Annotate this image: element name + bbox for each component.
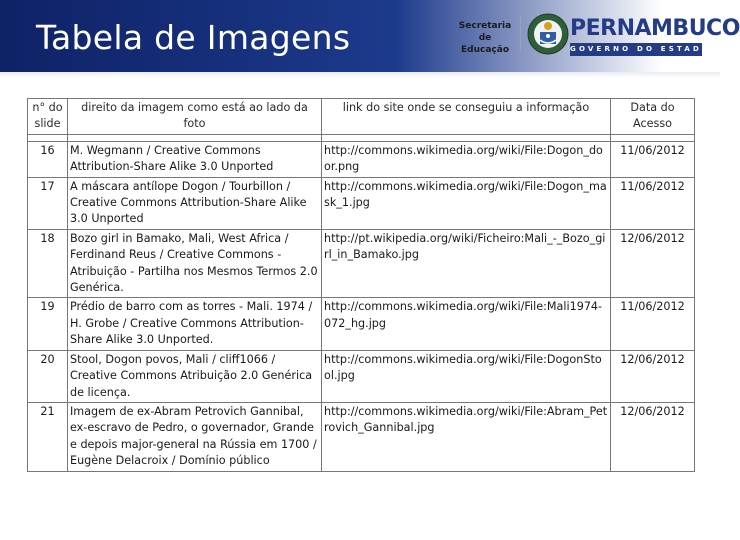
header-image-rights: direito da imagem como está ao lado da foto (68, 99, 322, 135)
access-date: 11/06/2012 (611, 298, 695, 350)
source-link: http://commons.wikimedia.org/wiki/File:Dogon_door.png (322, 141, 611, 177)
slide-number: 20 (28, 350, 68, 402)
image-rights: Prédio de barro com as torres - Mali. 1974 / H. Grobe / Creative Commons Attribution-Share Alike 3.0 Unported. (68, 298, 322, 350)
slide-number: 18 (28, 229, 68, 298)
secretaria-logo-text (452, 20, 518, 56)
image-rights: Stool, Dogon povos, Mali / cliff1066 / Creative Commons Atribuição 2.0 Genérica de licença. (68, 350, 322, 402)
state-name: PERNAMBUCO (570, 16, 740, 41)
access-date: 12/06/2012 (611, 402, 695, 471)
access-date: 12/06/2012 (611, 350, 695, 402)
table-row (28, 350, 695, 402)
header-shadow (0, 72, 720, 78)
image-credits-table (27, 98, 695, 472)
slide-number: 21 (28, 402, 68, 471)
table-row (28, 229, 695, 298)
source-link: http://commons.wikimedia.org/wiki/File:Mali1974-072_hg.jpg (322, 298, 611, 350)
source-link: http://commons.wikimedia.org/wiki/File:Dogon_mask_1.jpg (322, 177, 611, 229)
image-rights: M. Wegmann / Creative Commons Attribution-Share Alike 3.0 Unported (68, 141, 322, 177)
spacer-row (28, 134, 695, 141)
access-date: 11/06/2012 (611, 141, 695, 177)
state-seal-icon (526, 12, 570, 56)
logo-divider (520, 16, 521, 52)
slide-number: 17 (28, 177, 68, 229)
state-subtitle: GOVERNO DO ESTADO (570, 43, 702, 56)
slide-header (0, 0, 740, 72)
secretaria-line2: Educação (461, 45, 509, 55)
image-rights: Imagem de ex-Abram Petrovich Gannibal, ex-escravo de Pedro, o governador, Grande e depois major-general na Rússia em 1700 / Eugène Delacroix / Domínio público (68, 402, 322, 471)
table-row (28, 141, 695, 177)
header-slide-number: n° do slide (28, 99, 68, 135)
access-date: 11/06/2012 (611, 177, 695, 229)
government-logos (452, 10, 740, 60)
table-row (28, 298, 695, 350)
secretaria-line1: Secretaria de (458, 21, 512, 43)
slide-number: 16 (28, 141, 68, 177)
header-access-date: Data do Acesso (611, 99, 695, 135)
slide-title: Tabela de Imagens (36, 18, 351, 57)
source-link: http://commons.wikimedia.org/wiki/File:DogonStool.jpg (322, 350, 611, 402)
source-link: http://commons.wikimedia.org/wiki/File:Abram_Petrovich_Gannibal.jpg (322, 402, 611, 471)
table-row (28, 177, 695, 229)
image-rights: A máscara antílope Dogon / Tourbillon / Creative Commons Attribution-Share Alike 3.0 Unported (68, 177, 322, 229)
table-header-row (28, 99, 695, 135)
slide-number: 19 (28, 298, 68, 350)
access-date: 12/06/2012 (611, 229, 695, 298)
source-link: http://pt.wikipedia.org/wiki/Ficheiro:Mali_-_Bozo_girl_in_Bamako.jpg (322, 229, 611, 298)
table-row (28, 402, 695, 471)
image-rights: Bozo girl in Bamako, Mali, West Africa / Ferdinand Reus / Creative Commons - Atribuição - Partilha nos Mesmos Termos 2.0 Genérica. (68, 229, 322, 298)
header-source-link: link do site onde se conseguiu a informação (322, 99, 611, 135)
